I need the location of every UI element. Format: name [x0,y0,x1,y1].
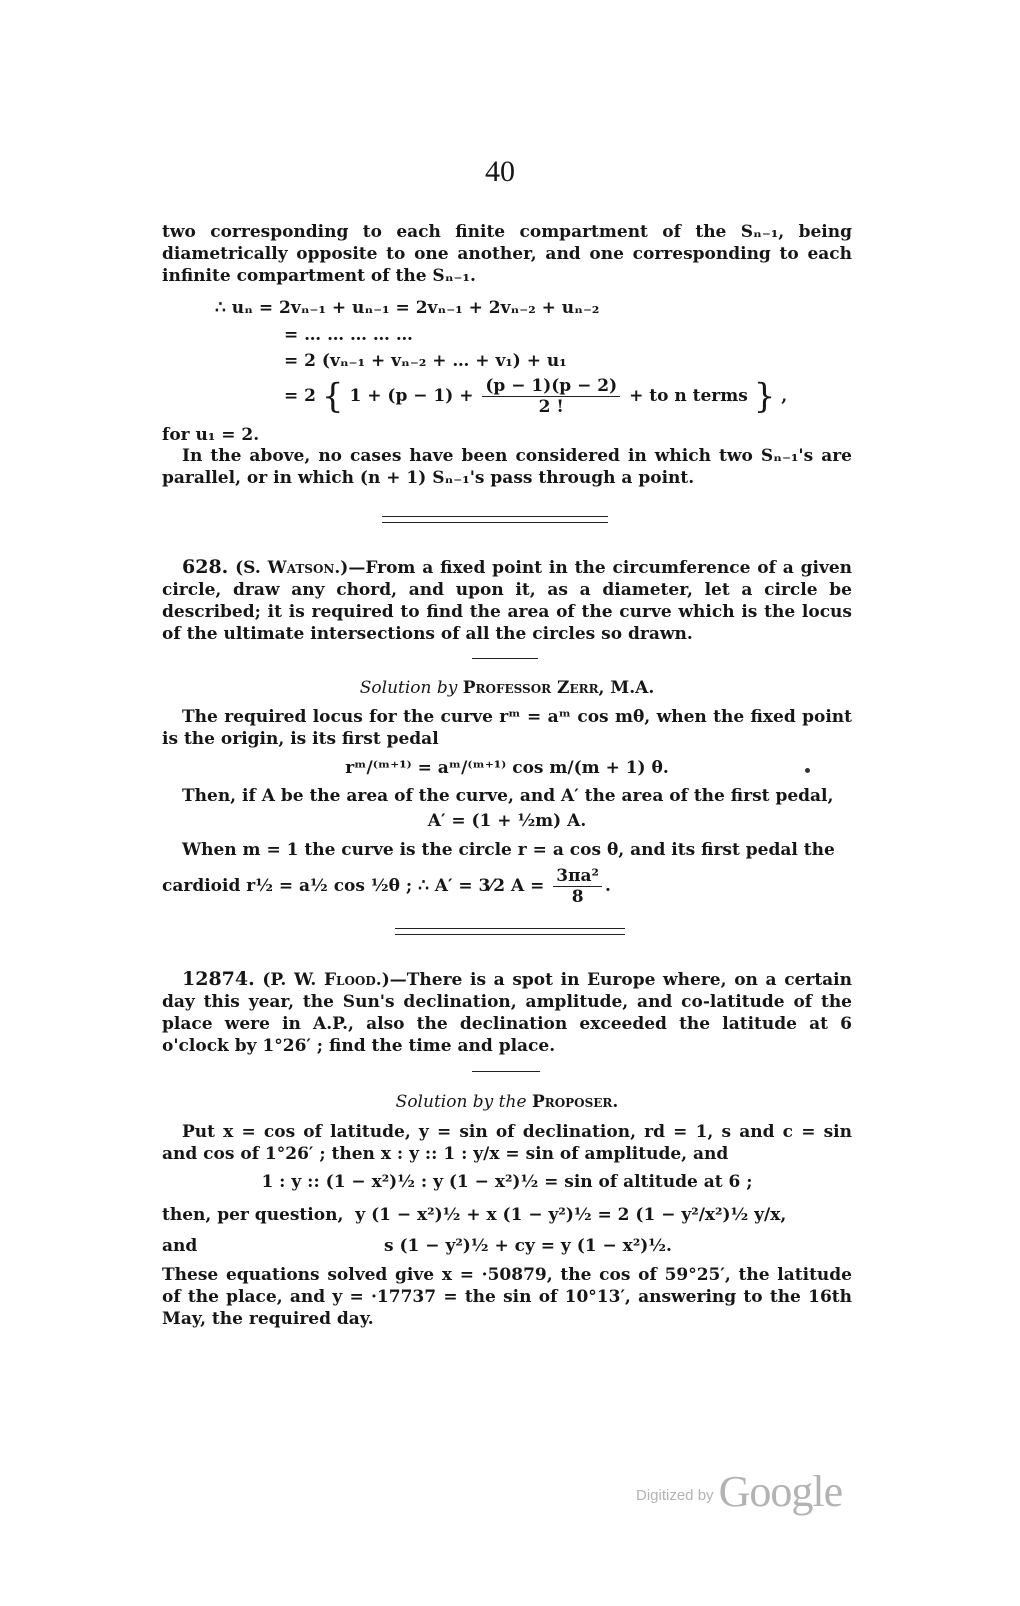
section-divider-1-bottom [382,522,608,523]
section-divider-2-bottom [395,934,625,935]
solution-12874-heading [0,1092,1014,1112]
watermark-prefix: Digitized by [636,1487,714,1504]
equation-line-1: ∴ uₙ = 2vₙ₋₁ + uₙ₋₁ = 2vₙ₋₁ + 2vₙ₋₂ + uₙ₋₂ [215,298,600,318]
solution-12874-solver: Proposer. [531,1092,619,1112]
solution-628-period: . [604,876,611,896]
solution-628-s1: The required locus for the curve rᵐ = aᵐ cos mθ, when the fixed point is the origin, is its first pedal [162,707,852,749]
equation-line-3: = 2 (vₙ₋₁ + vₙ₋₂ + … + v₁) + u₁ [284,351,567,371]
question-12874-author: (P. W. Flood.) [262,970,390,990]
solution-628-s4-text: cardioid r½ = a½ cos ½θ ; ∴ A′ = 3⁄2 A = [162,876,545,896]
section-divider-1-top [382,516,608,517]
question-12874 [162,968,852,1057]
equation-line-2: = … … … … … [284,325,413,345]
solution-12874-eq2: y (1 − x²)½ + x (1 − y²)½ = 2 (1 − y²/x²)½ y/x, [355,1205,787,1225]
solution-628-pedal-eq: rᵐ/⁽ᵐ⁺¹⁾ = aᵐ/⁽ᵐ⁺¹⁾ cos m/(m + 1) θ. [345,758,669,778]
right-brace: } [753,376,776,417]
solution-628-fraction [553,866,602,907]
short-rule-1 [472,658,538,659]
solution-628-s4 [162,866,852,907]
solution-12874-s1: Put x = cos of latitude, y = sin of declination, rd = 1, s and c = sin and cos of 1°26′ ; then x : y :: 1 : y/x = sin of amplitude, and [162,1122,852,1164]
ink-speck [805,768,810,773]
question-12874-number: 12874. [182,968,255,990]
question-628-text: —From a fixed point in the circumference of a given circle, draw any chord, and upon it, as a diameter, let a circle be described; it is required to find the area of the curve which is the locus of the ultimate intersections of all the circles so drawn. [162,558,853,644]
solution-12874-and-lead: and [162,1236,198,1256]
solution-628-heading [0,678,1014,698]
section-divider-2-top [395,928,625,929]
question-12874-text: —There is a spot in Europe where, on a certain day this year, the Sun's declination, amplitude, and co-latitude of the place were in A.P., also the declination exceeded the latitude at 6 o'clock by 1°26′ ; find the time and place. [162,970,853,1056]
left-brace: { [321,376,344,417]
solution-12874-by: Solution by the [395,1092,527,1112]
solution-628-by: Solution by [359,678,458,698]
eq4-numerator: (p − 1)(p − 2) [482,376,620,397]
solution-628-s3: When m = 1 the curve is the circle r = a cos θ, and its first pedal the [182,840,835,860]
question-628-number: 628. [182,556,229,578]
short-rule-2 [472,1071,540,1072]
eq4-denominator: 2 ! [538,397,564,417]
solution-12874-eq1: 1 : y :: (1 − x²)½ : y (1 − x²)½ = sin of altitude at 6 ; [261,1172,753,1192]
intro-paragraph: two corresponding to each finite compartment of the Sₙ₋₁, being diametrically opposite to one another, and one corresponding to each infinite compartment of the Sₙ₋₁. [162,222,852,286]
eq4-part-a: 1 + (p − 1) + [349,386,474,406]
digitized-watermark [636,1466,842,1517]
equation-line-4 [284,376,787,417]
solution-12874-then-line [162,1205,852,1225]
solution-628-denominator: 8 [571,887,584,907]
solution-12874-and-line [162,1236,852,1256]
question-628-author: (S. Watson.) [235,558,349,578]
solution-628-solver: Professor Zerr, M.A. [462,678,655,698]
solution-12874-eq3: s (1 − y²)½ + cy = y (1 − x²)½. [384,1236,672,1256]
solution-12874-final: These equations solved give x = ·50879, the cos of 59°25′, the latitude of the place, and y = ·17737 = the sin of 10°13′, answering to the 16th May, the required day. [162,1265,852,1329]
question-628 [162,556,852,645]
eq4-end: , [781,386,788,406]
solution-12874-then-lead: then, per question, [162,1205,344,1225]
page-number: 40 [485,155,515,188]
watermark-brand: Google [718,1467,843,1516]
intro-note: In the above, no cases have been considered in which two Sₙ₋₁'s are parallel, or in which (n + 1) Sₙ₋₁'s pass through a point. [162,446,852,488]
eq4-part-b: + to n terms [629,386,748,406]
solution-628-area-eq: A′ = (1 + ½m) A. [427,811,587,831]
eq4-fraction [482,376,620,417]
solution-628-numerator: 3πa² [553,866,602,887]
solution-628-s2: Then, if A be the area of the curve, and A′ the area of the first pedal, [182,786,834,806]
for-u1-line: for u₁ = 2. [162,425,260,445]
eq4-lead: = 2 [284,386,316,406]
